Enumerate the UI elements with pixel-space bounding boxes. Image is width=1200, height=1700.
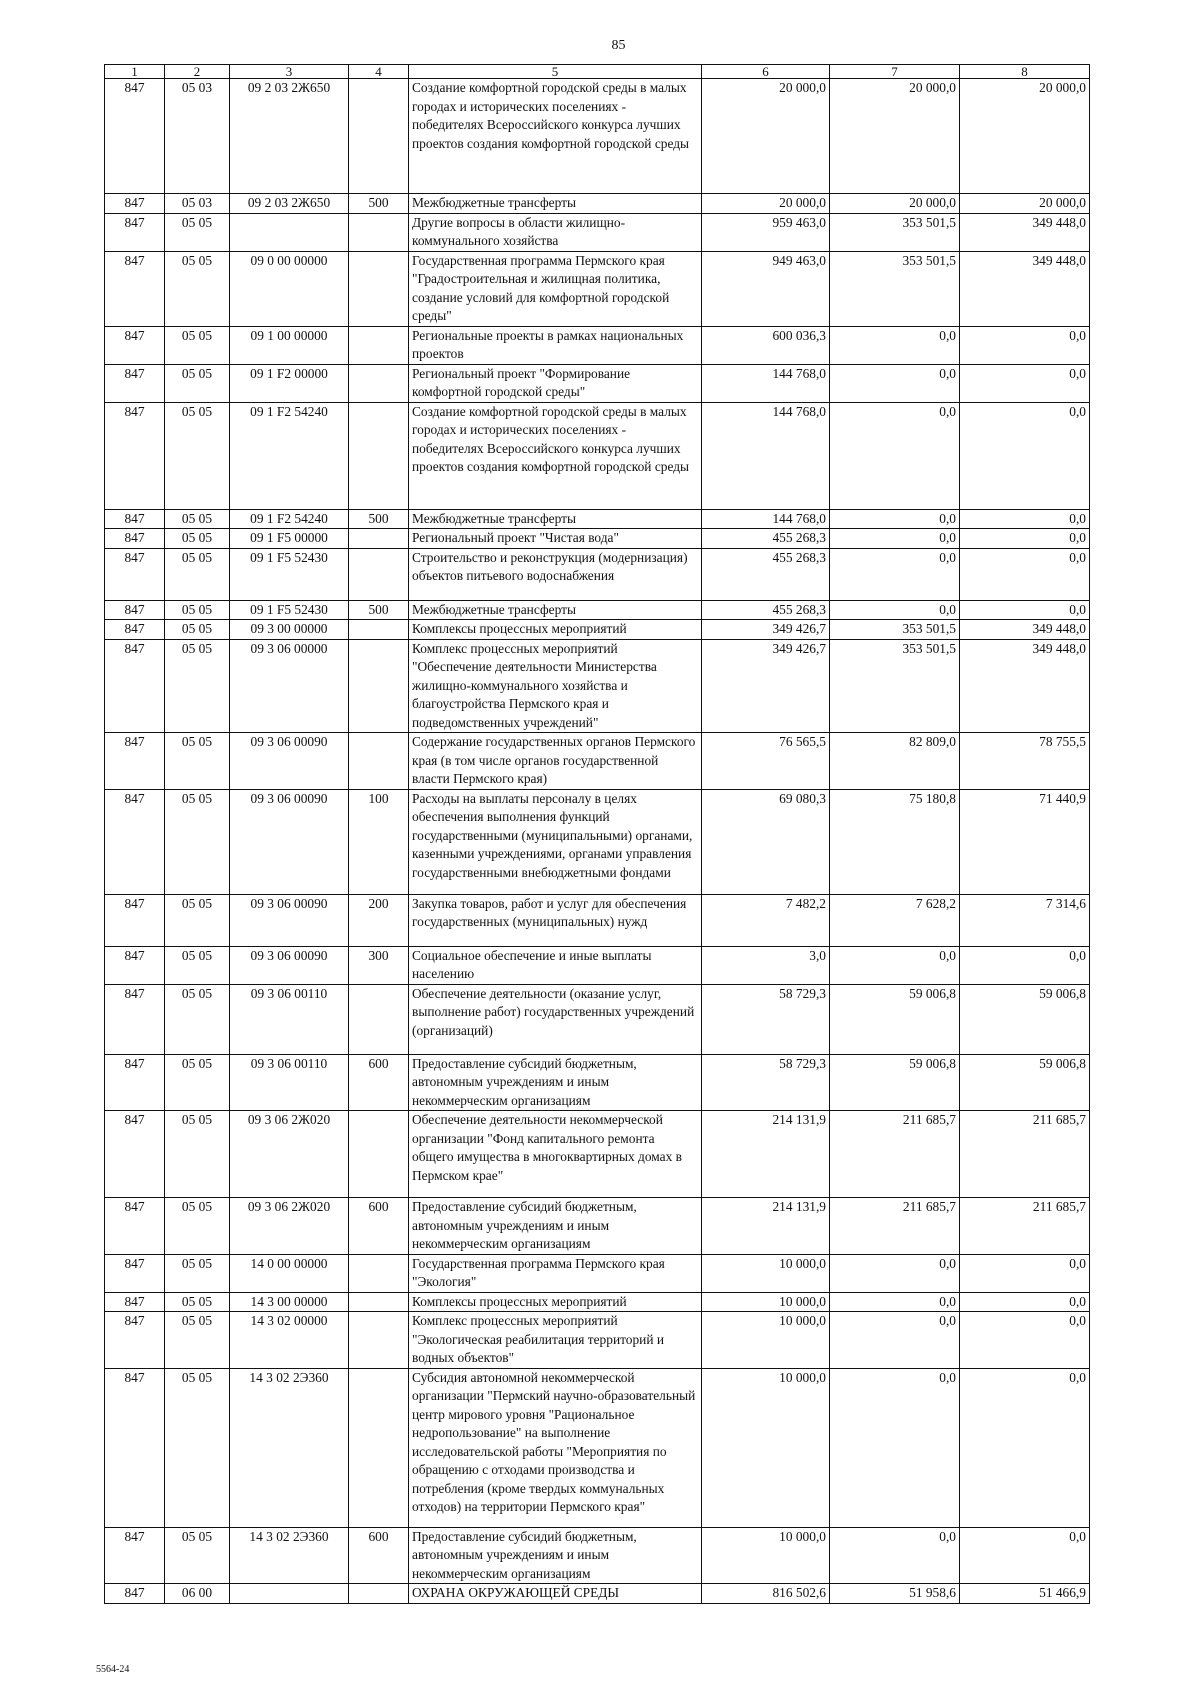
section-code-cell: 05 05 xyxy=(165,213,230,251)
target-article-cell: 09 3 00 00000 xyxy=(230,620,349,640)
target-article-cell: 09 1 F2 54240 xyxy=(230,402,349,509)
ministry-code-cell: 847 xyxy=(105,984,165,1054)
amount-col7-cell: 211 685,7 xyxy=(830,1198,960,1255)
target-article-cell xyxy=(230,213,349,251)
expense-type-cell xyxy=(349,364,409,402)
table-row xyxy=(105,894,1090,946)
ministry-code-cell: 847 xyxy=(105,620,165,640)
item-name-cell: Комплексы процессных мероприятий xyxy=(409,1292,702,1312)
item-name-cell: Комплекс процессных мероприятий "Обеспечение деятельности Министерства жилищно-коммунального хозяйства и благоустройства Пермского края и подведомственных учреждений" xyxy=(409,639,702,733)
ministry-code-cell: 847 xyxy=(105,789,165,894)
amount-col7-cell: 0,0 xyxy=(830,946,960,984)
item-name-cell: Содержание государственных органов Пермского края (в том числе органов государственной власти Пермского края) xyxy=(409,733,702,790)
ministry-code-cell: 847 xyxy=(105,1312,165,1369)
ministry-code-cell: 847 xyxy=(105,600,165,620)
ministry-code-cell: 847 xyxy=(105,1368,165,1527)
expense-type-cell xyxy=(349,402,409,509)
ministry-code-cell: 847 xyxy=(105,639,165,733)
item-name-cell: Социальное обеспечение и иные выплаты населению xyxy=(409,946,702,984)
expense-type-cell xyxy=(349,1254,409,1292)
table-row xyxy=(105,1292,1090,1312)
expense-type-cell: 600 xyxy=(349,1054,409,1111)
amount-col6-cell: 144 768,0 xyxy=(702,509,830,529)
expense-type-cell xyxy=(349,1292,409,1312)
amount-col7-cell: 353 501,5 xyxy=(830,251,960,326)
expense-type-cell: 300 xyxy=(349,946,409,984)
amount-col7-cell: 353 501,5 xyxy=(830,620,960,640)
ministry-code-cell: 847 xyxy=(105,251,165,326)
target-article-cell: 14 3 02 00000 xyxy=(230,1312,349,1369)
amount-col8-cell: 20 000,0 xyxy=(960,79,1090,194)
target-article-cell: 14 3 00 00000 xyxy=(230,1292,349,1312)
table-row xyxy=(105,984,1090,1054)
amount-col6-cell: 600 036,3 xyxy=(702,326,830,364)
expense-type-cell: 600 xyxy=(349,1198,409,1255)
section-code-cell: 05 05 xyxy=(165,600,230,620)
amount-col6-cell: 349 426,7 xyxy=(702,639,830,733)
ministry-code-cell: 847 xyxy=(105,946,165,984)
amount-col7-cell: 0,0 xyxy=(830,529,960,549)
table-row xyxy=(105,79,1090,194)
item-name-cell: Расходы на выплаты персоналу в целях обеспечения выполнения функций государственными (муниципальными) органами, казенными учреждениями, органами управления государственными внебюджетными фондами xyxy=(409,789,702,894)
target-article-cell: 09 3 06 00090 xyxy=(230,894,349,946)
ministry-code-cell: 847 xyxy=(105,529,165,549)
expense-type-cell: 500 xyxy=(349,509,409,529)
column-header-1: 1 xyxy=(105,65,165,79)
section-code-cell: 05 05 xyxy=(165,984,230,1054)
section-code-cell: 05 05 xyxy=(165,509,230,529)
expense-type-cell xyxy=(349,548,409,600)
ministry-code-cell: 847 xyxy=(105,548,165,600)
expense-type-cell xyxy=(349,639,409,733)
section-code-cell: 05 05 xyxy=(165,1368,230,1527)
table-row xyxy=(105,600,1090,620)
item-name-cell: Субсидия автономной некоммерческой организации "Пермский научно-образовательный центр мирового уровня "Рациональное недропользование" на выполнение исследовательской работы "Мероприятия по обращению с отходами производства и потребления (кроме твердых коммунальных отходов) на территории Пермского края" xyxy=(409,1368,702,1527)
expense-type-cell xyxy=(349,529,409,549)
table-row xyxy=(105,946,1090,984)
ministry-code-cell: 847 xyxy=(105,1292,165,1312)
amount-col6-cell: 455 268,3 xyxy=(702,548,830,600)
amount-col6-cell: 949 463,0 xyxy=(702,251,830,326)
amount-col6-cell: 76 565,5 xyxy=(702,733,830,790)
amount-col7-cell: 82 809,0 xyxy=(830,733,960,790)
section-code-cell: 05 05 xyxy=(165,1312,230,1369)
amount-col8-cell: 349 448,0 xyxy=(960,251,1090,326)
amount-col6-cell: 7 482,2 xyxy=(702,894,830,946)
amount-col8-cell: 349 448,0 xyxy=(960,213,1090,251)
target-article-cell: 09 1 F5 52430 xyxy=(230,548,349,600)
amount-col7-cell: 7 628,2 xyxy=(830,894,960,946)
target-article-cell: 09 3 06 2Ж020 xyxy=(230,1198,349,1255)
page-number: 85 xyxy=(611,38,626,53)
target-article-cell: 09 3 06 00110 xyxy=(230,984,349,1054)
section-code-cell: 05 05 xyxy=(165,1254,230,1292)
amount-col7-cell: 75 180,8 xyxy=(830,789,960,894)
item-name-cell: Межбюджетные трансферты xyxy=(409,509,702,529)
table-row xyxy=(105,548,1090,600)
amount-col8-cell: 0,0 xyxy=(960,1292,1090,1312)
amount-col7-cell: 353 501,5 xyxy=(830,213,960,251)
amount-col6-cell: 69 080,3 xyxy=(702,789,830,894)
amount-col7-cell: 20 000,0 xyxy=(830,79,960,194)
amount-col8-cell: 0,0 xyxy=(960,548,1090,600)
target-article-cell: 14 3 02 2Э360 xyxy=(230,1527,349,1584)
section-code-cell: 05 05 xyxy=(165,789,230,894)
table-row xyxy=(105,1368,1090,1527)
table-row xyxy=(105,213,1090,251)
item-name-cell: Обеспечение деятельности некоммерческой организации "Фонд капитального ремонта общего имущества в многоквартирных домах в Пермском крае" xyxy=(409,1111,702,1198)
amount-col8-cell: 349 448,0 xyxy=(960,639,1090,733)
table-row xyxy=(105,620,1090,640)
ministry-code-cell: 847 xyxy=(105,733,165,790)
item-name-cell: Межбюджетные трансферты xyxy=(409,194,702,214)
item-name-cell: Государственная программа Пермского края "Экология" xyxy=(409,1254,702,1292)
amount-col7-cell: 211 685,7 xyxy=(830,1111,960,1198)
expense-type-cell xyxy=(349,1111,409,1198)
ministry-code-cell: 847 xyxy=(105,402,165,509)
expense-type-cell xyxy=(349,326,409,364)
amount-col6-cell: 10 000,0 xyxy=(702,1312,830,1369)
amount-col7-cell: 59 006,8 xyxy=(830,1054,960,1111)
target-article-cell: 09 2 03 2Ж650 xyxy=(230,79,349,194)
amount-col8-cell: 0,0 xyxy=(960,1254,1090,1292)
item-name-cell: Создание комфортной городской среды в малых городах и исторических поселениях - победителях Всероссийского конкурса лучших проектов создания комфортной городской среды xyxy=(409,402,702,509)
section-code-cell: 05 03 xyxy=(165,79,230,194)
amount-col6-cell: 58 729,3 xyxy=(702,1054,830,1111)
amount-col8-cell: 0,0 xyxy=(960,946,1090,984)
expense-type-cell xyxy=(349,79,409,194)
target-article-cell: 09 3 06 00000 xyxy=(230,639,349,733)
item-name-cell: Предоставление субсидий бюджетным, автономным учреждениям и иным некоммерческим организациям xyxy=(409,1054,702,1111)
table-row xyxy=(105,194,1090,214)
table-row xyxy=(105,1198,1090,1255)
expense-type-cell: 500 xyxy=(349,600,409,620)
expense-type-cell: 200 xyxy=(349,894,409,946)
section-code-cell: 05 05 xyxy=(165,1054,230,1111)
amount-col8-cell: 59 006,8 xyxy=(960,984,1090,1054)
table-row xyxy=(105,1312,1090,1369)
section-code-cell: 05 05 xyxy=(165,1292,230,1312)
table-row xyxy=(105,1527,1090,1584)
target-article-cell: 09 3 06 00110 xyxy=(230,1054,349,1111)
section-code-cell: 05 05 xyxy=(165,1198,230,1255)
column-header-3: 3 xyxy=(230,65,349,79)
amount-col7-cell: 0,0 xyxy=(830,1292,960,1312)
target-article-cell: 09 1 F2 54240 xyxy=(230,509,349,529)
ministry-code-cell: 847 xyxy=(105,79,165,194)
table-row xyxy=(105,509,1090,529)
section-code-cell: 05 05 xyxy=(165,1111,230,1198)
target-article-cell: 09 1 00 00000 xyxy=(230,326,349,364)
target-article-cell: 09 3 06 00090 xyxy=(230,789,349,894)
section-code-cell: 05 03 xyxy=(165,194,230,214)
amount-col6-cell: 10 000,0 xyxy=(702,1368,830,1527)
amount-col6-cell: 816 502,6 xyxy=(702,1584,830,1604)
amount-col8-cell: 0,0 xyxy=(960,326,1090,364)
amount-col6-cell: 144 768,0 xyxy=(702,364,830,402)
amount-col8-cell: 0,0 xyxy=(960,600,1090,620)
section-code-cell: 05 05 xyxy=(165,894,230,946)
column-header-6: 6 xyxy=(702,65,830,79)
item-name-cell: Предоставление субсидий бюджетным, автономным учреждениям и иным некоммерческим организациям xyxy=(409,1527,702,1584)
header-row xyxy=(105,65,1090,79)
target-article-cell: 09 3 06 00090 xyxy=(230,946,349,984)
target-article-cell: 14 3 02 2Э360 xyxy=(230,1368,349,1527)
ministry-code-cell: 847 xyxy=(105,1198,165,1255)
amount-col8-cell: 7 314,6 xyxy=(960,894,1090,946)
section-code-cell: 05 05 xyxy=(165,529,230,549)
amount-col6-cell: 349 426,7 xyxy=(702,620,830,640)
amount-col7-cell: 0,0 xyxy=(830,402,960,509)
amount-col6-cell: 3,0 xyxy=(702,946,830,984)
amount-col6-cell: 10 000,0 xyxy=(702,1254,830,1292)
amount-col8-cell: 211 685,7 xyxy=(960,1111,1090,1198)
column-header-5: 5 xyxy=(409,65,702,79)
target-article-cell: 14 0 00 00000 xyxy=(230,1254,349,1292)
table-row xyxy=(105,364,1090,402)
section-code-cell: 05 05 xyxy=(165,364,230,402)
section-code-cell: 05 05 xyxy=(165,946,230,984)
item-name-cell: Другие вопросы в области жилищно-коммунального хозяйства xyxy=(409,213,702,251)
table-row xyxy=(105,1584,1090,1604)
amount-col8-cell: 0,0 xyxy=(960,1368,1090,1527)
amount-col8-cell: 51 466,9 xyxy=(960,1584,1090,1604)
section-code-cell: 06 00 xyxy=(165,1584,230,1604)
amount-col6-cell: 58 729,3 xyxy=(702,984,830,1054)
amount-col7-cell: 0,0 xyxy=(830,1527,960,1584)
amount-col8-cell: 0,0 xyxy=(960,1312,1090,1369)
ministry-code-cell: 847 xyxy=(105,894,165,946)
target-article-cell: 09 0 00 00000 xyxy=(230,251,349,326)
item-name-cell: Региональные проекты в рамках национальных проектов xyxy=(409,326,702,364)
item-name-cell: Предоставление субсидий бюджетным, автономным учреждениям и иным некоммерческим организациям xyxy=(409,1198,702,1255)
item-name-cell: Комплекс процессных мероприятий "Экологическая реабилитация территорий и водных объектов" xyxy=(409,1312,702,1369)
section-code-cell: 05 05 xyxy=(165,733,230,790)
table-row xyxy=(105,251,1090,326)
ministry-code-cell: 847 xyxy=(105,509,165,529)
target-article-cell: 09 2 03 2Ж650 xyxy=(230,194,349,214)
amount-col7-cell: 51 958,6 xyxy=(830,1584,960,1604)
amount-col6-cell: 10 000,0 xyxy=(702,1292,830,1312)
amount-col7-cell: 0,0 xyxy=(830,326,960,364)
expense-type-cell xyxy=(349,213,409,251)
section-code-cell: 05 05 xyxy=(165,620,230,640)
ministry-code-cell: 847 xyxy=(105,194,165,214)
table-row xyxy=(105,789,1090,894)
amount-col6-cell: 455 268,3 xyxy=(702,529,830,549)
amount-col6-cell: 20 000,0 xyxy=(702,194,830,214)
table-row xyxy=(105,733,1090,790)
section-code-cell: 05 05 xyxy=(165,639,230,733)
amount-col7-cell: 0,0 xyxy=(830,600,960,620)
target-article-cell: 09 3 06 00090 xyxy=(230,733,349,790)
column-header-7: 7 xyxy=(830,65,960,79)
amount-col8-cell: 71 440,9 xyxy=(960,789,1090,894)
ministry-code-cell: 847 xyxy=(105,213,165,251)
target-article-cell xyxy=(230,1584,349,1604)
item-name-cell: ОХРАНА ОКРУЖАЮЩЕЙ СРЕДЫ xyxy=(409,1584,702,1604)
amount-col8-cell: 0,0 xyxy=(960,529,1090,549)
amount-col8-cell: 211 685,7 xyxy=(960,1198,1090,1255)
table-row xyxy=(105,529,1090,549)
table-row xyxy=(105,1111,1090,1198)
expense-type-cell: 500 xyxy=(349,194,409,214)
amount-col7-cell: 20 000,0 xyxy=(830,194,960,214)
section-code-cell: 05 05 xyxy=(165,251,230,326)
expense-type-cell xyxy=(349,1584,409,1604)
section-code-cell: 05 05 xyxy=(165,326,230,364)
amount-col7-cell: 59 006,8 xyxy=(830,984,960,1054)
amount-col6-cell: 214 131,9 xyxy=(702,1198,830,1255)
amount-col7-cell: 353 501,5 xyxy=(830,639,960,733)
expense-type-cell xyxy=(349,251,409,326)
item-name-cell: Межбюджетные трансферты xyxy=(409,600,702,620)
amount-col7-cell: 0,0 xyxy=(830,364,960,402)
table-row xyxy=(105,1254,1090,1292)
item-name-cell: Региональный проект "Чистая вода" xyxy=(409,529,702,549)
amount-col8-cell: 0,0 xyxy=(960,402,1090,509)
amount-col6-cell: 959 463,0 xyxy=(702,213,830,251)
item-name-cell: Строительство и реконструкция (модернизация) объектов питьевого водоснабжения xyxy=(409,548,702,600)
ministry-code-cell: 847 xyxy=(105,1584,165,1604)
amount-col8-cell: 78 755,5 xyxy=(960,733,1090,790)
column-header-4: 4 xyxy=(349,65,409,79)
ministry-code-cell: 847 xyxy=(105,326,165,364)
section-code-cell: 05 05 xyxy=(165,548,230,600)
amount-col7-cell: 0,0 xyxy=(830,1368,960,1527)
expense-type-cell xyxy=(349,984,409,1054)
target-article-cell: 09 1 F5 00000 xyxy=(230,529,349,549)
table-row xyxy=(105,326,1090,364)
amount-col7-cell: 0,0 xyxy=(830,509,960,529)
amount-col7-cell: 0,0 xyxy=(830,1312,960,1369)
expense-type-cell: 600 xyxy=(349,1527,409,1584)
amount-col8-cell: 0,0 xyxy=(960,364,1090,402)
target-article-cell: 09 1 F5 52430 xyxy=(230,600,349,620)
budget-table xyxy=(104,64,1090,1604)
section-code-cell: 05 05 xyxy=(165,402,230,509)
target-article-cell: 09 1 F2 00000 xyxy=(230,364,349,402)
item-name-cell: Закупка товаров, работ и услуг для обеспечения государственных (муниципальных) нужд xyxy=(409,894,702,946)
table-row xyxy=(105,402,1090,509)
amount-col8-cell: 0,0 xyxy=(960,1527,1090,1584)
amount-col6-cell: 20 000,0 xyxy=(702,79,830,194)
ministry-code-cell: 847 xyxy=(105,1054,165,1111)
amount-col7-cell: 0,0 xyxy=(830,1254,960,1292)
amount-col8-cell: 20 000,0 xyxy=(960,194,1090,214)
section-code-cell: 05 05 xyxy=(165,1527,230,1584)
amount-col6-cell: 10 000,0 xyxy=(702,1527,830,1584)
ministry-code-cell: 847 xyxy=(105,1254,165,1292)
amount-col8-cell: 349 448,0 xyxy=(960,620,1090,640)
amount-col6-cell: 455 268,3 xyxy=(702,600,830,620)
ministry-code-cell: 847 xyxy=(105,1527,165,1584)
expense-type-cell xyxy=(349,1312,409,1369)
amount-col6-cell: 214 131,9 xyxy=(702,1111,830,1198)
expense-type-cell xyxy=(349,620,409,640)
amount-col7-cell: 0,0 xyxy=(830,548,960,600)
expense-type-cell xyxy=(349,733,409,790)
ministry-code-cell: 847 xyxy=(105,364,165,402)
column-header-2: 2 xyxy=(165,65,230,79)
expense-type-cell xyxy=(349,1368,409,1527)
expense-type-cell: 100 xyxy=(349,789,409,894)
item-name-cell: Государственная программа Пермского края "Градостроительная и жилищная политика, создание условий для комфортной городской среды" xyxy=(409,251,702,326)
table-row xyxy=(105,639,1090,733)
table-row xyxy=(105,1054,1090,1111)
target-article-cell: 09 3 06 2Ж020 xyxy=(230,1111,349,1198)
amount-col8-cell: 59 006,8 xyxy=(960,1054,1090,1111)
amount-col8-cell: 0,0 xyxy=(960,509,1090,529)
footer-document-code: 5564-24 xyxy=(96,1664,130,1675)
column-header-8: 8 xyxy=(960,65,1090,79)
item-name-cell: Региональный проект "Формирование комфортной городской среды" xyxy=(409,364,702,402)
item-name-cell: Создание комфортной городской среды в малых городах и исторических поселениях - победителях Всероссийского конкурса лучших проектов создания комфортной городской среды xyxy=(409,79,702,194)
ministry-code-cell: 847 xyxy=(105,1111,165,1198)
amount-col6-cell: 144 768,0 xyxy=(702,402,830,509)
item-name-cell: Обеспечение деятельности (оказание услуг, выполнение работ) государственных учреждений (организаций) xyxy=(409,984,702,1054)
item-name-cell: Комплексы процессных мероприятий xyxy=(409,620,702,640)
